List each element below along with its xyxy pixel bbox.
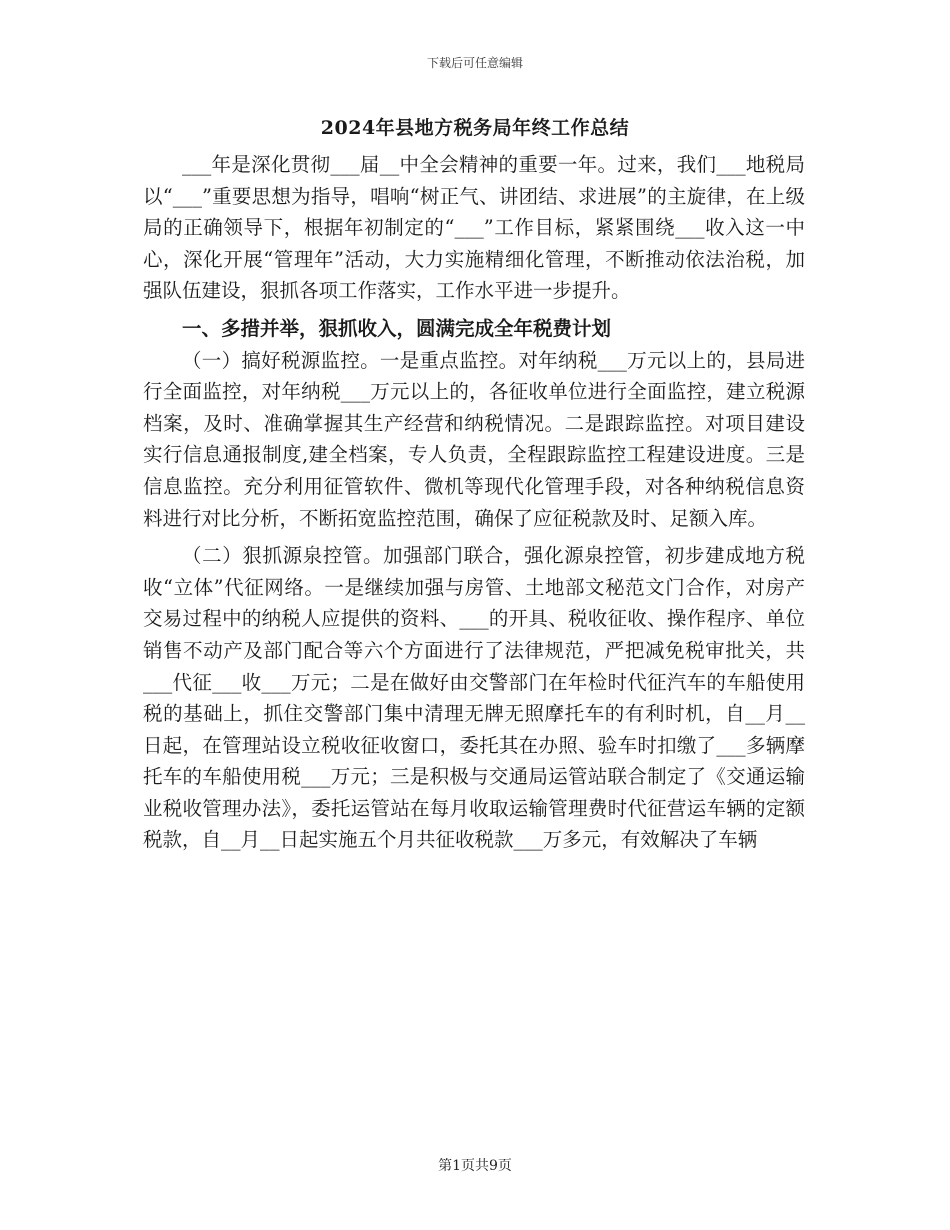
- intro-paragraph: ___年是深化贯彻___届__中全会精神的重要一年。过来，我们___地税局以“___”重要思想为指导，唱响“树正气、讲团结、求进展”的主旋律，在上级局的正确领导下，根据年初制定的“___”工作目标，紧紧围绕___收入这一中心，深化开展“管理年”活动，大力实施精细化管理，不断推动依法治税，加强队伍建设，狠抓各项工作落实，工作水平进一步提升。: [143, 153, 805, 303]
- subsection-paragraph: （一）搞好税源监控。一是重点监控。对年纳税___万元以上的，县局进行全面监控，对年纳税___万元以上的，各征收单位进行全面监控，建立税源档案，及时、准确掌握其生产经营和纳税情况。二是跟踪监控。对项目建设实行信息通报制度,建全档案，专人负责，全程跟踪监控工程建设进度。三是信息监控。充分利用征管软件、微机等现代化管理手段，对各种纳税信息资料进行对比分析，不断拓宽监控范围，确保了应征税款及时、足额入库。: [143, 348, 805, 530]
- header-note: 下载后可任意编辑: [426, 56, 523, 70]
- section-heading: 一、多措并举，狠抓收入，圆满完成全年税费计划: [182, 316, 612, 340]
- page-number: 第1页共9页: [438, 1158, 512, 1174]
- subsection-paragraph: （二）狠抓源泉控管。加强部门联合，强化源泉控管，初步建成地方税收“立体”代征网络。一是继续加强与房管、土地部文秘范文门合作，对房产交易过程中的纳税人应提供的资料、___的开具、税收征收、操作程序、单位销售不动产及部门配合等六个方面进行了法律规范，严把减免税审批关，共___代征___收___万元；二是在做好由交警部门在年检时代征汽车的车船使用税的基础上，抓住交警部门集中清理无牌无照摩托车的有利时机，自__月__日起，在管理站设立税收征收窗口，委托其在办照、验车时扣缴了___多辆摩托车的车船使用税___万元；三是积极与交通局运管站联合制定了《交通运输业税收管理办法》，委托运管站在每月收取运输管理费时代征营运车辆的定额税款，自__月__日起实施五个月共征收税款___万多元，有效解决了车辆: [143, 544, 805, 852]
- document-body: [143, 149, 805, 856]
- document-title: 2024年县地方税务局年终工作总结: [320, 117, 630, 139]
